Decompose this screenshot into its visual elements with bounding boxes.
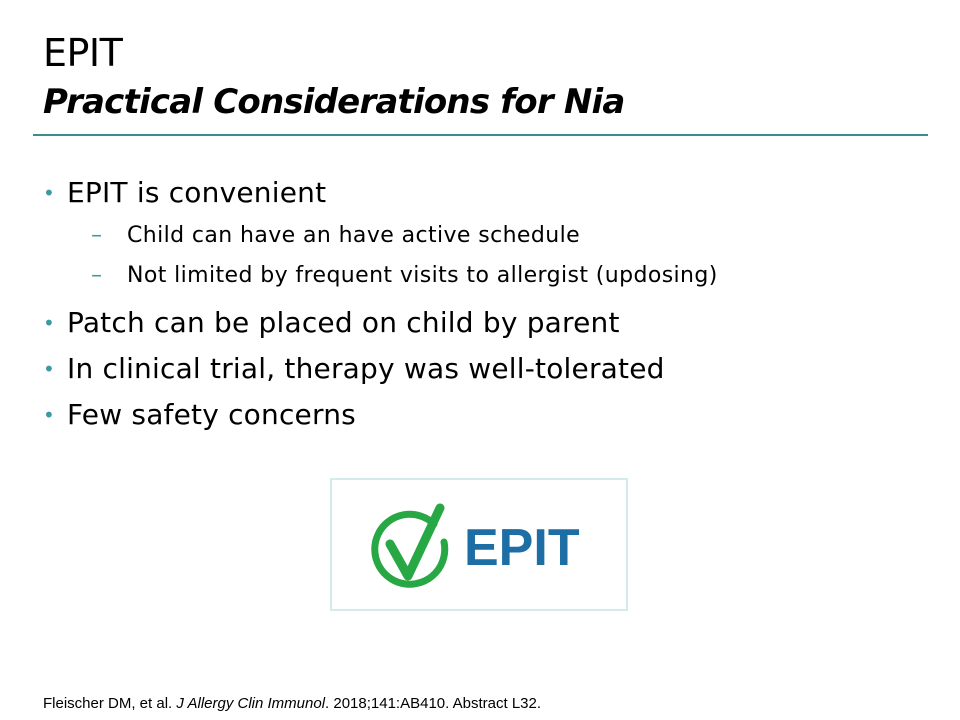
slide-title: EPIT (43, 31, 123, 75)
bullet-item (43, 170, 923, 216)
bullet-item (43, 300, 923, 346)
sub-bullet-text: Not limited by frequent visits to allergist (updosing) (127, 263, 718, 288)
slide-subtitle: Practical Considerations for Nia (43, 82, 625, 122)
sub-bullet-group (43, 216, 923, 296)
epit-logo (330, 478, 628, 611)
bullet-dot-icon: • (43, 181, 55, 205)
bullet-text: EPIT is convenient (67, 176, 327, 209)
bullet-dot-icon: • (43, 357, 55, 381)
bullet-item (43, 346, 923, 392)
citation-journal: J Allergy Clin Immunol (176, 695, 326, 712)
bullet-dot-icon: • (43, 403, 55, 427)
bullet-text: In clinical trial, therapy was well-tolerated (67, 352, 665, 385)
sub-bullet-list (43, 216, 923, 296)
citation-authors: Fleischer DM, et al. (43, 695, 173, 712)
bullet-dot-icon: • (43, 311, 55, 335)
check-circle-icon (370, 502, 452, 592)
sub-bullet-dash-icon: – (91, 263, 103, 288)
sub-bullet-item (43, 256, 923, 296)
bullet-text: Patch can be placed on child by parent (67, 306, 620, 339)
citation (43, 694, 541, 714)
sub-bullet-item (43, 216, 923, 256)
sub-bullet-text: Child can have an have active schedule (127, 223, 581, 248)
title-divider (33, 134, 928, 136)
bullet-item (43, 392, 923, 438)
sub-bullet-dash-icon: – (91, 223, 103, 248)
logo-text: EPIT (464, 519, 580, 577)
bullet-list (43, 170, 923, 438)
citation-details: . 2018;141:AB410. Abstract L32. (325, 695, 542, 712)
bullet-text: Few safety concerns (67, 398, 356, 431)
